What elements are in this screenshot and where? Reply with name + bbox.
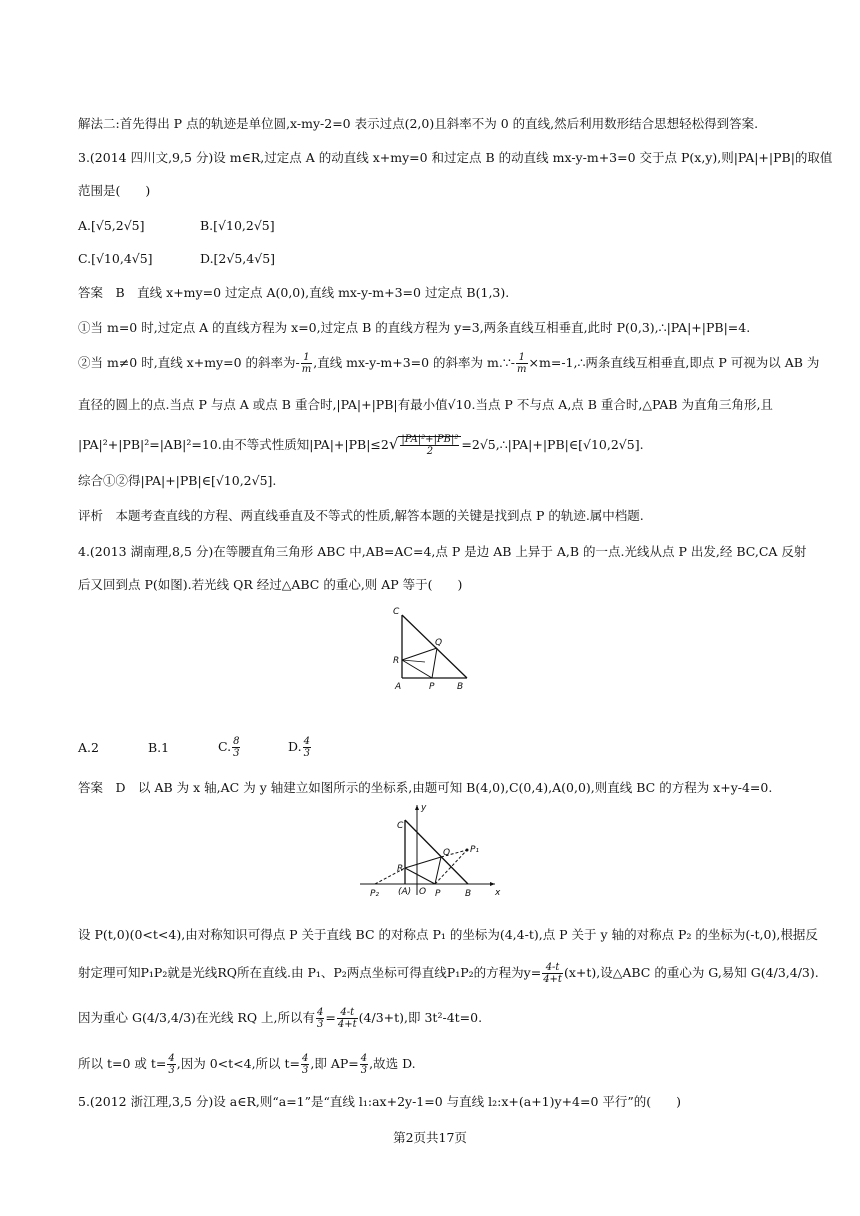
q4-result-part-d: ,故选 D. bbox=[369, 1056, 416, 1071]
numerator: 4 bbox=[168, 1053, 175, 1064]
q3-option-a: A.[√5,2√5] bbox=[78, 218, 145, 233]
denominator: m bbox=[517, 364, 527, 375]
fraction-4mt-over-4pt bbox=[542, 962, 563, 985]
label-P1: P₁ bbox=[470, 845, 480, 855]
paren-4-3-plus-t: (4/3+t) bbox=[358, 1010, 405, 1025]
q3-case-2-part-b: ,直线 mx-y-m+3=0 的斜率为 m.∵- bbox=[313, 355, 516, 370]
q3-answer: 答案 B 直线 x+my=0 过定点 A(0,0),直线 mx-y-m+3=0 过定点 B(1,3). bbox=[78, 285, 510, 300]
denominator: 3 bbox=[360, 1065, 368, 1076]
denominator: 3 bbox=[302, 1065, 309, 1076]
paren-4-3-4-3: (4/3,4/3) bbox=[760, 965, 815, 980]
label-Q: Q bbox=[443, 848, 451, 858]
q4-result-part-c: ,即 AP= bbox=[310, 1056, 359, 1071]
q3-case-2-part-a: ②当 m≠0 时,直线 x+my=0 的斜率为- bbox=[78, 355, 300, 370]
q4-centroid-part-b: 在光线 RQ 上,所以有 bbox=[195, 1010, 316, 1025]
page-footer: 第2页共17页 bbox=[393, 1130, 467, 1145]
q3-conclusion: 综合①②得|PA|+|PB|∈[√10,2√5]. bbox=[78, 473, 277, 488]
sqrt-radicand bbox=[398, 434, 461, 457]
numerator: 1 bbox=[516, 352, 527, 364]
coordinate-figure-2 bbox=[355, 800, 505, 900]
q4-option-c bbox=[218, 736, 241, 759]
option-d-label: D. bbox=[288, 739, 302, 754]
intro-text: 解法二:首先得出 P 点的轨迹是单位圆,x-my-2=0 表示过点(2,0)且斜率不为 0 的直线,然后利用数形结合思想轻松得到答案. bbox=[78, 116, 759, 131]
q5-stem: 5.(2012 浙江理,3,5 分)设 a∈R,则“a=1”是“直线 l₁:ax+2y-1=0 与直线 l₂:x+(a+1)y+4=0 平行”的( ) bbox=[78, 1094, 682, 1109]
q4-stem-line1: 4.(2013 湖南理,8,5 分)在等腰直角三角形 ABC 中,AB=AC=4,点 P 是边 AB 上异于 A,B 的一点.光线从点 P 出发,经 BC,CA 反射 bbox=[78, 544, 807, 559]
fraction-4-over-3 bbox=[316, 1007, 324, 1030]
q4-option-d bbox=[288, 736, 312, 759]
q4-centroid-line bbox=[78, 1007, 482, 1030]
numerator: 4 bbox=[360, 1053, 368, 1064]
label-P: P bbox=[435, 889, 441, 899]
numerator: 4 bbox=[303, 736, 310, 747]
q3-stem-line2: 范围是( ) bbox=[78, 183, 151, 198]
q4-result-line bbox=[78, 1053, 416, 1076]
triangle-figure-1 bbox=[385, 600, 495, 690]
q4-result-part-a: 所以 t=0 或 t= bbox=[78, 1056, 167, 1071]
label-A: A bbox=[395, 682, 402, 692]
q4-reflection-part-a: 射定理可知P₁P₂就是光线RQ所在直线.由 P₁、P₂两点坐标可得直线P₁P₂的方程为y= bbox=[78, 965, 542, 980]
denominator: 2 bbox=[426, 446, 434, 457]
numerator: 4-t bbox=[337, 1007, 358, 1019]
numerator: 4-t bbox=[542, 962, 563, 974]
fraction-8-over-3 bbox=[232, 736, 240, 759]
fraction-4-over-3 bbox=[167, 1053, 175, 1076]
label-x: x bbox=[495, 888, 501, 898]
q3-case-2 bbox=[78, 352, 819, 375]
q4-reflection-line bbox=[78, 962, 819, 985]
fraction-4-over-3 bbox=[303, 736, 311, 759]
q3-option-b: B.[√10,2√5] bbox=[200, 218, 275, 233]
q4-result-part-b: ,因为 0<t<4,所以 t= bbox=[176, 1056, 301, 1071]
numerator: 4 bbox=[302, 1053, 309, 1064]
label-A: (A) bbox=[398, 887, 412, 897]
label-C: C bbox=[397, 821, 404, 831]
numerator: 8 bbox=[233, 736, 240, 747]
label-R: R bbox=[397, 864, 404, 874]
q3-case-2-part-c: ×m=-1,∴两条直线互相垂直,即点 P 可视为以 AB 为 bbox=[528, 355, 820, 370]
q4-reflection-part-c: . bbox=[814, 965, 819, 980]
fraction-4mt-over-4pt bbox=[337, 1007, 358, 1030]
sqrt-sign: √ bbox=[388, 435, 399, 453]
q3-circle-line: 直径的圆上的点.当点 P 与点 A 或点 B 重合时,|PA|+|PB|有最小值√10.当点 P 不与点 A,点 B 重合时,△PAB 为直角三角形,且 bbox=[78, 397, 773, 412]
numerator: 4 bbox=[317, 1007, 324, 1018]
q4-option-a: A.2 bbox=[78, 740, 99, 755]
equals-sign: = bbox=[325, 1010, 336, 1025]
denominator: 3 bbox=[303, 748, 310, 759]
label-O: O bbox=[419, 887, 427, 897]
numerator: 1 bbox=[301, 352, 312, 364]
numerator: |PA|²+|PB|² bbox=[401, 434, 459, 445]
q3-option-d: D.[2√5,4√5] bbox=[200, 251, 276, 266]
q4-reflection-part-b: (x+t),设△ABC 的重心为 G,易知 G bbox=[563, 965, 761, 980]
label-B: B bbox=[465, 889, 472, 899]
label-P: P bbox=[429, 682, 435, 692]
q3-case-1: ①当 m=0 时,过定点 A 的直线方程为 x=0,过定点 B 的直线方程为 y=3,两条直线互相垂直,此时 P(0,3),∴|PA|+|PB|=4. bbox=[78, 320, 751, 335]
q3-ineq-part-a: |PA|²+|PB|²=|AB|²=10.由不等式性质知|PA|+|PB|≤2 bbox=[78, 437, 389, 452]
option-c-label: C. bbox=[218, 739, 232, 754]
fraction-1-over-m bbox=[516, 352, 527, 375]
fraction-1-over-m bbox=[301, 352, 312, 375]
label-P2: P₂ bbox=[370, 889, 380, 899]
q3-ineq-part-b: =2√5,∴|PA|+|PB|∈[√10,2√5]. bbox=[461, 437, 644, 452]
paren-4-3-4-3: (4/3,4/3) bbox=[141, 1010, 196, 1025]
denominator: m bbox=[301, 364, 312, 375]
q3-stem-line1: 3.(2014 四川文,9,5 分)设 m∈R,过定点 A 的动直线 x+my=0 和过定点 B 的动直线 mx-y-m+3=0 交于点 P(x,y),则|PA|+|PB|的取值 bbox=[78, 150, 833, 165]
denominator: 3 bbox=[168, 1065, 175, 1076]
q4-option-b: B.1 bbox=[148, 740, 170, 755]
q3-option-c: C.[√10,4√5] bbox=[78, 251, 153, 266]
fraction-sum-over-2 bbox=[400, 434, 459, 457]
label-B: B bbox=[457, 682, 464, 692]
label-y: y bbox=[421, 803, 427, 813]
fraction-4-over-3 bbox=[301, 1053, 309, 1076]
denominator: 3 bbox=[317, 1019, 324, 1030]
q3-inequality-line bbox=[78, 434, 644, 457]
q4-symmetry-line: 设 P(t,0)(0<t<4),由对称知识可得点 P 关于直线 BC 的对称点 P₁ 的坐标为(4,4-t),点 P 关于 y 轴的对称点 P₂ 的坐标为(-t,0),根据反 bbox=[78, 927, 818, 942]
q4-centroid-part-a: 因为重心 G bbox=[78, 1010, 142, 1025]
q3-review: 评析 本题考查直线的方程、两直线垂直及不等式的性质,解答本题的关键是找到点 P 的轨迹.属中档题. bbox=[78, 508, 644, 523]
label-C: C bbox=[393, 607, 400, 617]
denominator: 4+t bbox=[337, 1019, 357, 1030]
q4-answer: 答案 D 以 AB 为 x 轴,AC 为 y 轴建立如图所示的坐标系,由题可知 B(4,0),C(0,4),A(0,0),则直线 BC 的方程为 x+y-4=0. bbox=[78, 780, 773, 795]
fraction-4-over-3 bbox=[360, 1053, 368, 1076]
label-R: R bbox=[393, 656, 400, 666]
denominator: 4+t bbox=[543, 974, 562, 985]
label-Q: Q bbox=[435, 638, 443, 648]
q4-stem-line2: 后又回到点 P(如图).若光线 QR 经过△ABC 的重心,则 AP 等于( ) bbox=[78, 577, 463, 592]
q4-centroid-part-d: ,即 3t²-4t=0. bbox=[404, 1010, 483, 1025]
denominator: 3 bbox=[233, 748, 240, 759]
